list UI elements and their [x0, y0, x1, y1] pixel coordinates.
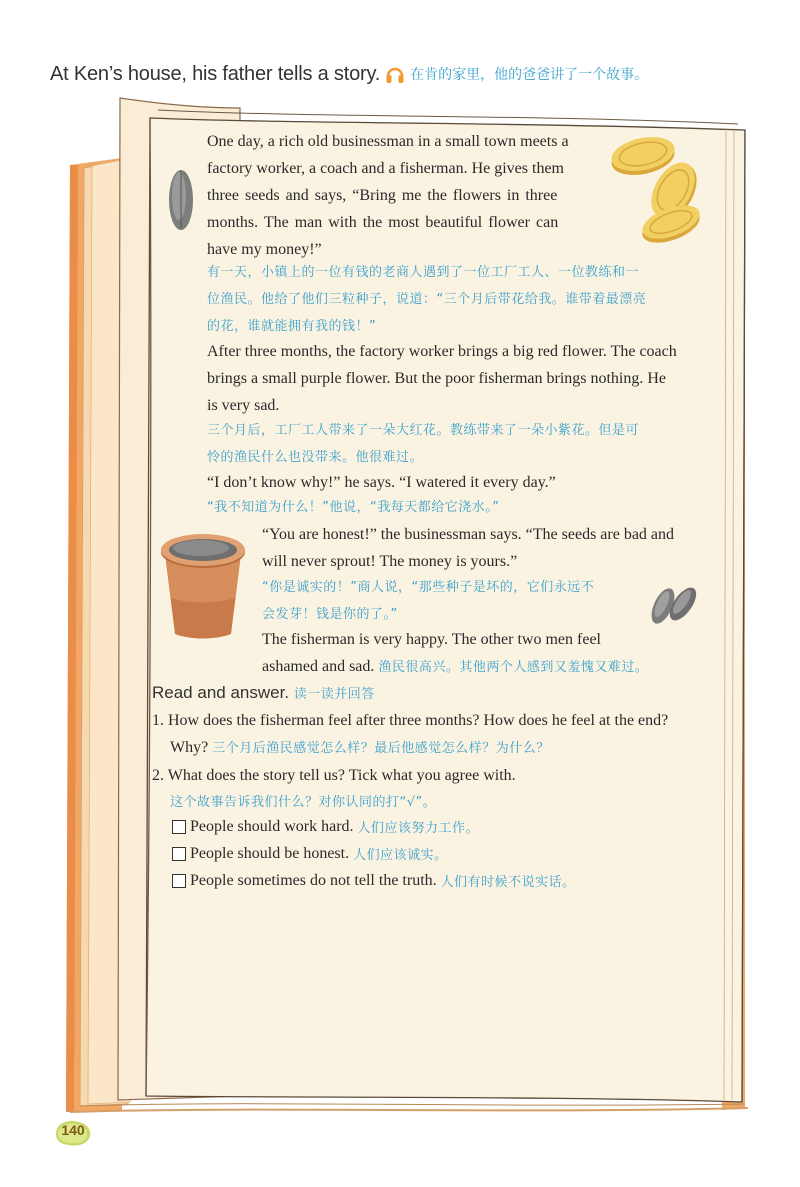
story-line-zh: 位渔民。他给了他们三粒种子，说道：“三个月后带花给我。谁带着最漂亮 — [207, 292, 647, 307]
story-line: The fisherman is very happy. The other two men feel — [262, 631, 601, 648]
option-label-zh: 人们应该诚实。 — [353, 848, 448, 863]
question-1 — [152, 707, 732, 762]
story-paragraph-5 — [262, 626, 722, 681]
story-line-zh: 有一天，小镇上的一位有钱的老商人遇到了一位工厂工人、一位教练和一 — [207, 265, 640, 280]
exercise-title-zh: 读一读并回答 — [293, 687, 375, 702]
tick-checkbox[interactable] — [172, 847, 186, 861]
question-1-line2 — [152, 734, 732, 762]
header-title-en: At Ken’s house, his father tells a story. — [50, 62, 381, 85]
option-row — [172, 817, 479, 836]
header-title-zh: 在肯的家里，他的爸爸讲了一个故事。 — [410, 67, 649, 83]
page-number-badge — [52, 1118, 94, 1148]
question-1-why: Why? — [170, 739, 209, 756]
question-2-zh: 这个故事告诉我们什么？对你认同的打“√”。 — [170, 795, 437, 810]
story-line: is very sad. — [207, 397, 280, 414]
story-paragraph-1-zh — [207, 259, 707, 340]
option-label: People should be honest. — [190, 844, 350, 862]
two-seeds-icon — [645, 582, 701, 626]
story-line-zh: 三个月后，工厂工人带来了一朵大红花。教练带来了一朵小紫花。但是可 — [207, 423, 640, 438]
option-row — [172, 844, 448, 863]
story-paragraph-3 — [207, 469, 707, 496]
story-line: One day, a rich old businessman in a small town meets a — [207, 133, 569, 150]
option-label: People should work hard. — [190, 817, 354, 835]
story-line-zh: 渔民很高兴。其他两个人感到又羞愧又难过。 — [378, 660, 649, 675]
tick-checkbox[interactable] — [172, 820, 186, 834]
story-paragraph-4 — [262, 521, 722, 575]
story-line-zh: “你是诚实的！”商人说，“那些种子是坏的，它们永远不 — [262, 580, 595, 595]
story-paragraph-3-zh — [207, 494, 707, 521]
story-paragraph-4-zh — [262, 574, 642, 628]
option-label-zh: 人们有时候不说实话。 — [440, 875, 576, 890]
story-line: brings a small purple flower. But the poor fisherman brings nothing. He — [207, 370, 667, 387]
story-line: three seeds and says, “Bring me the flowers in three — [207, 187, 558, 204]
question-2 — [152, 762, 732, 816]
question-1-line1: 1. How does the fisherman feel after three months? How does he feel at the end? — [152, 712, 669, 729]
story-paragraph-1 — [207, 128, 597, 263]
story-line: ashamed and sad. — [262, 658, 375, 675]
exercise-title-en: Read and answer. — [152, 683, 290, 702]
exercise-title — [152, 683, 375, 703]
option-label-zh: 人们应该努力工作。 — [357, 821, 480, 836]
option-row — [172, 871, 576, 890]
story-line: After three months, the factory worker brings a big red flower. The coach — [207, 343, 677, 360]
story-line-zh: 的花，谁就能拥有我的钱！” — [207, 319, 377, 334]
page-number: 140 — [61, 1122, 85, 1138]
story-paragraph-2-zh — [207, 417, 707, 471]
story-paragraph-2 — [207, 338, 707, 419]
option-label: People sometimes do not tell the truth. — [190, 871, 437, 889]
story-line: factory worker, a coach and a fisherman. He gives them — [207, 160, 564, 177]
question-1-zh: 三个月后渔民感觉怎么样？最后他感觉怎么样？为什么？ — [212, 741, 550, 756]
seed-icon — [166, 166, 196, 234]
story-line-zh: “我不知道为什么！”他说，“我每天都给它浇水。” — [207, 500, 500, 515]
story-line: “I don’t know why!” he says. “I watered it every day.” — [207, 474, 556, 491]
question-2-en: 2. What does the story tell us? Tick what you agree with. — [152, 767, 516, 784]
story-line: will never sprout! The money is yours.” — [262, 553, 518, 570]
story-line: have my money!” — [207, 241, 322, 258]
story-line-mixed — [262, 653, 722, 681]
story-line-zh: 怜的渔民什么也没带来。他很难过。 — [207, 450, 424, 465]
story-line-zh: 会发芽！钱是你的了。” — [262, 607, 398, 622]
story-line: months. The man with the most beautiful flower can — [207, 214, 559, 231]
flower-pot-icon — [155, 528, 251, 640]
tick-checkbox[interactable] — [172, 874, 186, 888]
gold-coins-icon — [603, 132, 705, 244]
story-line: “You are honest!” the businessman says. “The seeds are bad and — [262, 526, 675, 543]
